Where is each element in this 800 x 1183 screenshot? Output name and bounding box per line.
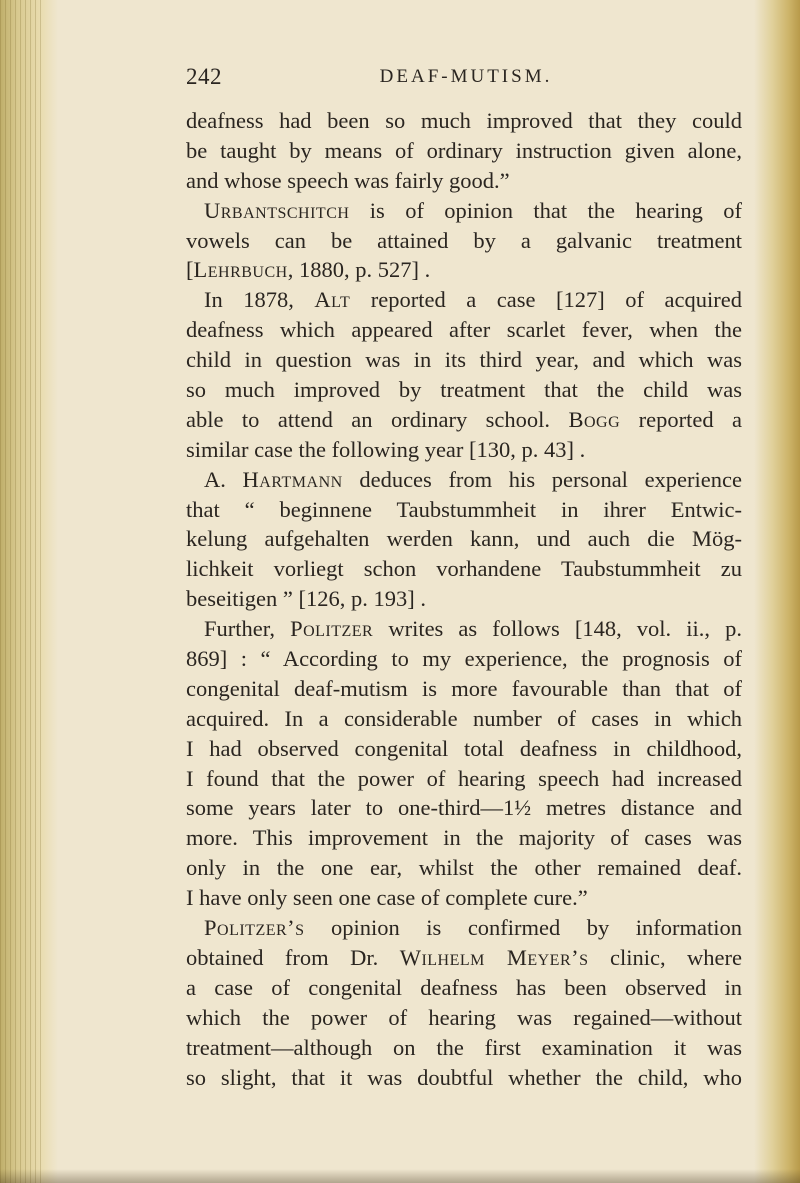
text-run: I found that the power of hearing speech had increased: [186, 765, 742, 791]
small-caps-name: Wilhelm Meyer’s: [399, 944, 589, 970]
text-line: [186, 375, 742, 405]
text-line: [186, 1063, 742, 1093]
text-run: able to attend an ordinary school.: [186, 406, 569, 432]
text-run: beseitigen ” [126, p. 193] .: [186, 586, 426, 612]
page-bottom-shadow: [0, 1169, 800, 1183]
text-run: I had observed congenital total deafness in childhood,: [186, 735, 742, 761]
text-line: [186, 584, 742, 614]
text-run: opinion is confirmed by information: [304, 915, 742, 941]
text-line: [186, 255, 742, 285]
text-run: 869] : “ According to my experience, the prognosis of: [186, 646, 742, 672]
small-caps-name: Alt: [314, 287, 351, 313]
text-run: that “ beginnene Taubstummheit in ihrer Entwic-: [186, 496, 742, 522]
text-line: [186, 285, 742, 315]
text-run: be taught by means of ordinary instruction given alone,: [186, 137, 742, 163]
text-run: kelung aufgehalten werden kann, und auch die Mög-: [186, 526, 742, 552]
text-run: and whose speech was fairly good.”: [186, 167, 510, 193]
text-line: [186, 435, 742, 465]
text-run: reported a: [620, 406, 742, 432]
page-edge-stripes: [0, 0, 42, 1183]
text-run: child in question was in its third year, and which was: [186, 347, 742, 373]
text-run: acquired. In a considerable number of cases in which: [186, 705, 742, 731]
text-run: more. This improvement in the majority of cases was: [186, 825, 742, 851]
text-line: [186, 465, 742, 495]
text-line: [186, 1003, 742, 1033]
text-line: [186, 764, 742, 794]
small-caps-name: Hartmann: [242, 466, 343, 492]
text-line: [186, 734, 742, 764]
text-run: similar case the following year [130, p. 43] .: [186, 436, 586, 462]
text-run: some years later to one-third—1½ metres distance and: [186, 795, 742, 821]
text-run: deduces from his personal experience: [342, 466, 742, 492]
text-run: Further,: [204, 616, 291, 642]
text-line: [186, 674, 742, 704]
text-run: congenital deaf-mutism is more favourable than that of: [186, 675, 742, 701]
text-line: [186, 136, 742, 166]
text-line: [186, 554, 742, 584]
page-header: [186, 64, 746, 94]
text-run: is of opinion that the hearing of: [349, 197, 742, 223]
text-run: obtained from Dr.: [186, 944, 400, 970]
text-run: deafness had been so much improved that they could: [186, 108, 742, 133]
text-line: [186, 524, 742, 554]
text-line: [186, 704, 742, 734]
text-run: lichkeit vorliegt schon vorhandene Taubstummheit zu: [186, 556, 742, 582]
body-text: [186, 106, 742, 1092]
text-line: [186, 823, 742, 853]
text-line: [186, 345, 742, 375]
text-run: A.: [204, 466, 243, 492]
text-run: which the power of hearing was regained—without: [186, 1004, 742, 1030]
text-run: deafness which appeared after scarlet fever, when the: [186, 317, 742, 343]
text-line: [186, 614, 742, 644]
text-line: [186, 973, 742, 1003]
text-run: treatment—although on the first examination it was: [186, 1034, 742, 1060]
text-run: [: [186, 257, 194, 283]
text-line: [186, 226, 742, 256]
text-run: reported a case [127] of acquired: [350, 287, 742, 313]
text-run: vowels can be attained by a galvanic treatment: [186, 227, 742, 253]
page-number: 242: [186, 64, 222, 89]
small-caps-name: Politzer: [290, 616, 374, 642]
text-line: [186, 883, 742, 913]
text-line: [186, 943, 742, 973]
text-line: [186, 644, 742, 674]
text-run: clinic, where: [588, 944, 742, 970]
text-line: [186, 793, 742, 823]
text-line: [186, 196, 742, 226]
small-caps-name: Bogg: [568, 406, 621, 432]
text-line: [186, 495, 742, 525]
text-run: so slight, that it was doubtful whether the child, who: [186, 1064, 742, 1090]
page-right-edge: [754, 0, 800, 1183]
small-caps-name: Lehrbuch: [193, 257, 288, 283]
text-run: a case of congenital deafness has been observed in: [186, 974, 742, 1000]
text-line: [186, 853, 742, 883]
small-caps-name: Politzer’s: [204, 915, 305, 941]
text-line: [186, 166, 742, 196]
text-run: writes as follows [148, vol. ii., p.: [373, 616, 742, 642]
text-line: [186, 913, 742, 943]
small-caps-name: Urbantschitch: [204, 197, 350, 223]
running-head: DEAF-MUTISM.: [379, 66, 553, 87]
text-run: In 1878,: [204, 287, 315, 313]
text-run: , 1880, p. 527] .: [287, 257, 431, 283]
text-line: [186, 1033, 742, 1063]
book-gutter: [0, 0, 58, 1183]
text-line: [186, 106, 742, 136]
text-line: [186, 315, 742, 345]
text-run: so much improved by treatment that the child was: [186, 377, 742, 403]
text-line: [186, 405, 742, 435]
text-run: only in the one ear, whilst the other remained deaf.: [186, 855, 742, 881]
text-run: I have only seen one case of complete cure.”: [186, 885, 588, 911]
